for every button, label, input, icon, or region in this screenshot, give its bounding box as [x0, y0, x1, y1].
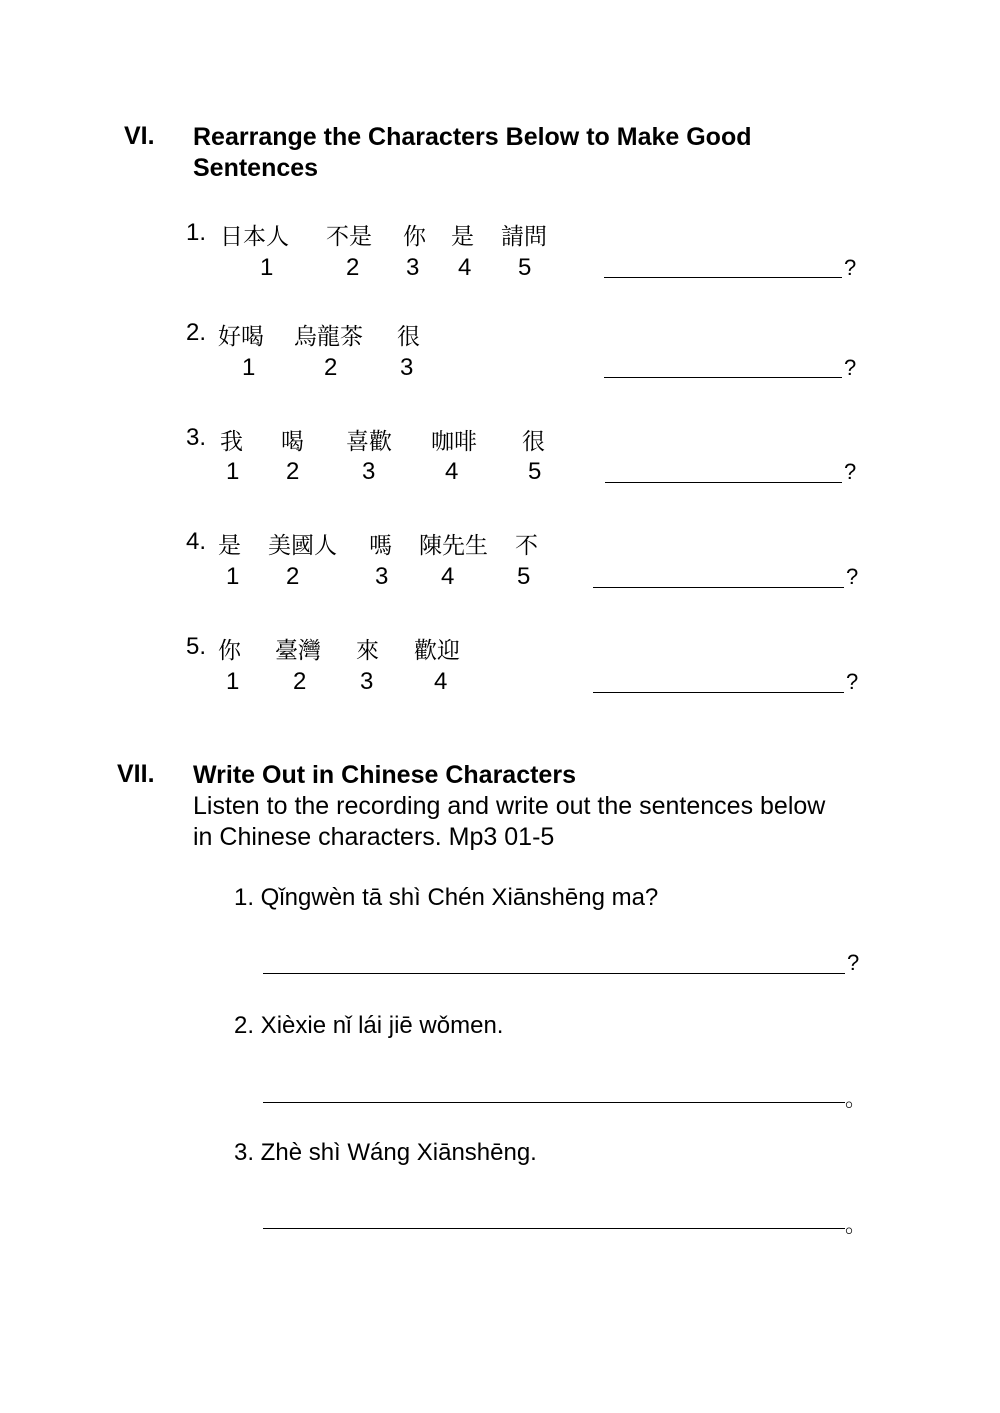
word-card: 歡迎	[414, 638, 460, 664]
word-card: 咖啡	[431, 429, 477, 455]
end-mark: ?	[844, 255, 857, 280]
end-mark: 。	[845, 1086, 868, 1111]
answer-line[interactable]	[593, 587, 844, 588]
word-index: 2	[324, 354, 338, 381]
word-index: 5	[528, 458, 542, 485]
word-card: 是	[451, 224, 474, 250]
word-card: 陳先生	[419, 533, 488, 559]
section-vii-title: Write Out in Chinese Characters	[193, 761, 576, 789]
word-card: 嗎	[369, 533, 392, 559]
word-index: 3	[400, 354, 414, 381]
word-index: 2	[286, 458, 300, 485]
word-index: 1	[242, 354, 256, 381]
item-number: 3.	[186, 424, 207, 451]
word-card: 美國人	[268, 533, 337, 559]
word-card: 烏龍茶	[294, 324, 363, 350]
word-index: 5	[518, 254, 532, 281]
item-number: 2.	[186, 319, 207, 346]
word-index: 4	[434, 668, 448, 695]
answer-line[interactable]	[263, 973, 845, 974]
end-mark: ?	[847, 950, 860, 975]
end-mark: ?	[844, 355, 857, 380]
end-mark: ?	[846, 564, 859, 589]
section-vii-number: VII.	[117, 760, 155, 788]
word-index: 1	[226, 563, 240, 590]
answer-line[interactable]	[604, 377, 842, 378]
word-index: 3	[362, 458, 376, 485]
word-card: 請問	[501, 224, 547, 250]
answer-line[interactable]	[605, 482, 842, 483]
word-card: 你	[218, 638, 241, 664]
end-mark: ?	[844, 459, 857, 484]
answer-line[interactable]	[263, 1228, 845, 1229]
word-index: 1	[226, 668, 240, 695]
word-card: 是	[218, 533, 241, 559]
word-index: 3	[406, 254, 420, 281]
word-index: 1	[226, 458, 240, 485]
word-card: 不	[515, 533, 538, 559]
word-card: 我	[220, 429, 243, 455]
word-card: 日本人	[220, 224, 289, 250]
word-index: 1	[260, 254, 274, 281]
word-card: 喜歡	[346, 429, 392, 455]
pinyin-sentence: 1. Qǐngwèn tā shì Chén Xiānshēng ma?	[234, 884, 659, 911]
answer-line[interactable]	[263, 1102, 845, 1103]
word-index: 4	[458, 254, 472, 281]
item-number: 5.	[186, 633, 207, 660]
section-vi-title-line1: Rearrange the Characters Below to Make Good	[193, 123, 752, 151]
item-number: 1.	[186, 219, 207, 246]
word-card: 臺灣	[275, 638, 321, 664]
section-vi-title-line2: Sentences	[193, 154, 319, 182]
pinyin-sentence: 3. Zhè shì Wáng Xiānshēng.	[234, 1139, 537, 1166]
word-card: 很	[522, 429, 545, 455]
word-index: 5	[517, 563, 531, 590]
word-index: 4	[441, 563, 455, 590]
section-vi-number: VI.	[124, 122, 155, 150]
answer-line[interactable]	[593, 692, 844, 693]
word-index: 2	[286, 563, 300, 590]
word-index: 4	[445, 458, 459, 485]
word-card: 喝	[281, 429, 304, 455]
word-index: 3	[375, 563, 389, 590]
end-mark: ?	[846, 669, 859, 694]
answer-line[interactable]	[604, 277, 842, 278]
word-index: 2	[346, 254, 360, 281]
word-card: 來	[356, 638, 379, 664]
word-card: 很	[397, 324, 420, 350]
pinyin-sentence: 2. Xièxie nǐ lái jiē wǒmen.	[234, 1012, 504, 1039]
word-index: 3	[360, 668, 374, 695]
word-card: 好喝	[218, 324, 264, 350]
word-card: 不是	[326, 224, 372, 250]
word-card: 你	[403, 224, 426, 250]
item-number: 4.	[186, 528, 207, 555]
section-vii-instruction-line1: Listen to the recording and write out the sentences below	[193, 792, 826, 820]
end-mark: 。	[845, 1212, 868, 1237]
section-vii-instruction-line2: in Chinese characters. Mp3 01-5	[193, 823, 555, 851]
word-index: 2	[293, 668, 307, 695]
